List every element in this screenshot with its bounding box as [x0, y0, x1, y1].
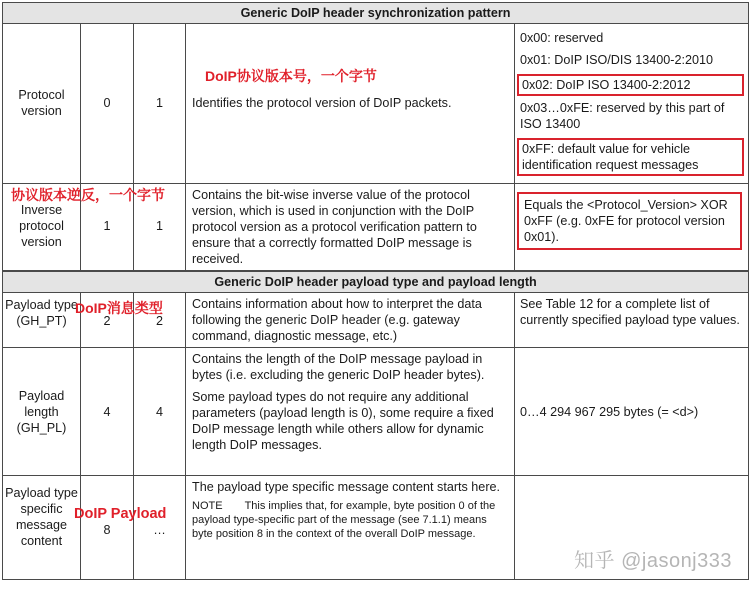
- field-name: Protocol version: [18, 88, 65, 118]
- value-line-highlighted: 0xFF: default value for vehicle identification request messages: [517, 138, 744, 176]
- byte-length-cell: [134, 476, 186, 580]
- field-name: Payload length (GH_PL): [16, 389, 67, 435]
- byte-length: 1: [155, 96, 163, 110]
- value-cell: [515, 348, 749, 476]
- value-line: 0x00: reserved: [520, 31, 604, 45]
- description-cell: [186, 476, 515, 580]
- byte-position-cell: [74, 476, 167, 580]
- field-name: Payload type (GH_PT): [5, 298, 78, 328]
- description-cell: [186, 184, 515, 272]
- field-description: The payload type specific message content starts here.: [192, 480, 501, 494]
- section-header-row: [3, 3, 749, 24]
- value-line: 0x01: DoIP ISO/DIS 13400-2:2010: [520, 53, 713, 67]
- value-text: 0…4 294 967 295 bytes (= <d>): [520, 405, 699, 419]
- field-description-extra: Some payload types do not require any additional parameters (payload length is 0), some require a fixed DoIP message length while others allow for dynamic length DoIP messages.: [192, 390, 494, 452]
- byte-position: 1: [103, 219, 111, 233]
- value-cell: [515, 184, 749, 272]
- byte-position-cell: [81, 24, 134, 184]
- byte-position: 8: [103, 523, 111, 537]
- byte-position: 0: [103, 96, 111, 110]
- byte-position: 4: [103, 405, 111, 419]
- field-name-cell: [3, 348, 81, 476]
- value-line-highlighted: 0x02: DoIP ISO 13400-2:2012: [517, 74, 744, 96]
- watermark: 知乎 @jasonj333: [574, 550, 732, 572]
- note-text: This implies that, for example, byte position 0 of the payload type-specific part of the message (see 7.1.1) means byte position 8 in the context of the overall DoIP message.: [192, 500, 496, 540]
- byte-length: 1: [155, 219, 163, 233]
- field-name-cell: [3, 24, 81, 184]
- field-name-cell: [3, 293, 81, 348]
- description-cell: [186, 24, 515, 184]
- byte-length: 2: [155, 314, 163, 328]
- value-cell: [515, 24, 749, 184]
- byte-length: 4: [155, 405, 163, 419]
- field-description: Identifies the protocol version of DoIP packets.: [192, 96, 452, 110]
- byte-position: 2: [103, 314, 111, 328]
- field-name: Inverse protocol version: [19, 203, 64, 249]
- field-description: Contains information about how to interpret the data following the generic DoIP header (e.g. gateway command, diagnostic message, etc.): [192, 297, 482, 343]
- value-cell: [515, 293, 749, 348]
- section-title-sync: Generic DoIP header synchronization pattern: [3, 3, 749, 24]
- byte-length-cell: [134, 348, 186, 476]
- section-title-payload: Generic DoIP header payload type and payload length: [3, 271, 749, 293]
- note-label: NOTE: [192, 500, 223, 512]
- table-row: [3, 24, 749, 184]
- value-line: 0x03…0xFE: reserved by this part of ISO 13400: [520, 101, 725, 131]
- description-cell: [186, 293, 515, 348]
- table-row: [3, 348, 749, 476]
- field-description: Contains the length of the DoIP message payload in bytes (i.e. excluding the generic DoIP header bytes).: [192, 352, 485, 382]
- field-name-cell: [3, 476, 81, 580]
- note-block: [192, 499, 508, 541]
- value-text: See Table 12 for a complete list of currently specified payload type values.: [520, 297, 740, 327]
- value-text-highlighted: Equals the <Protocol_Version> XOR 0xFF (e.g. 0xFE for protocol version 0x01).: [517, 192, 742, 250]
- annotation-label: DoIP协议版本号，一个字节: [205, 68, 377, 84]
- annotation-label: DoIP消息类型: [75, 300, 163, 316]
- field-name: Payload type specific message content: [5, 486, 78, 548]
- description-cell: [186, 348, 515, 476]
- section-header-row: [3, 271, 749, 293]
- byte-length-cell: [134, 24, 186, 184]
- byte-position-cell: [81, 348, 134, 476]
- field-description: Contains the bit-wise inverse value of the protocol version, which is used in conjunction with the DoIP protocol version as a protocol verification pattern to ensure that a correctly formatted DoIP message is received.: [192, 188, 477, 266]
- doip-header-table: [2, 2, 749, 580]
- byte-length: …: [153, 523, 166, 537]
- annotation-label: 协议版本逆反，一个字节: [11, 187, 165, 203]
- annotation-label: DoIP Payload: [74, 506, 167, 522]
